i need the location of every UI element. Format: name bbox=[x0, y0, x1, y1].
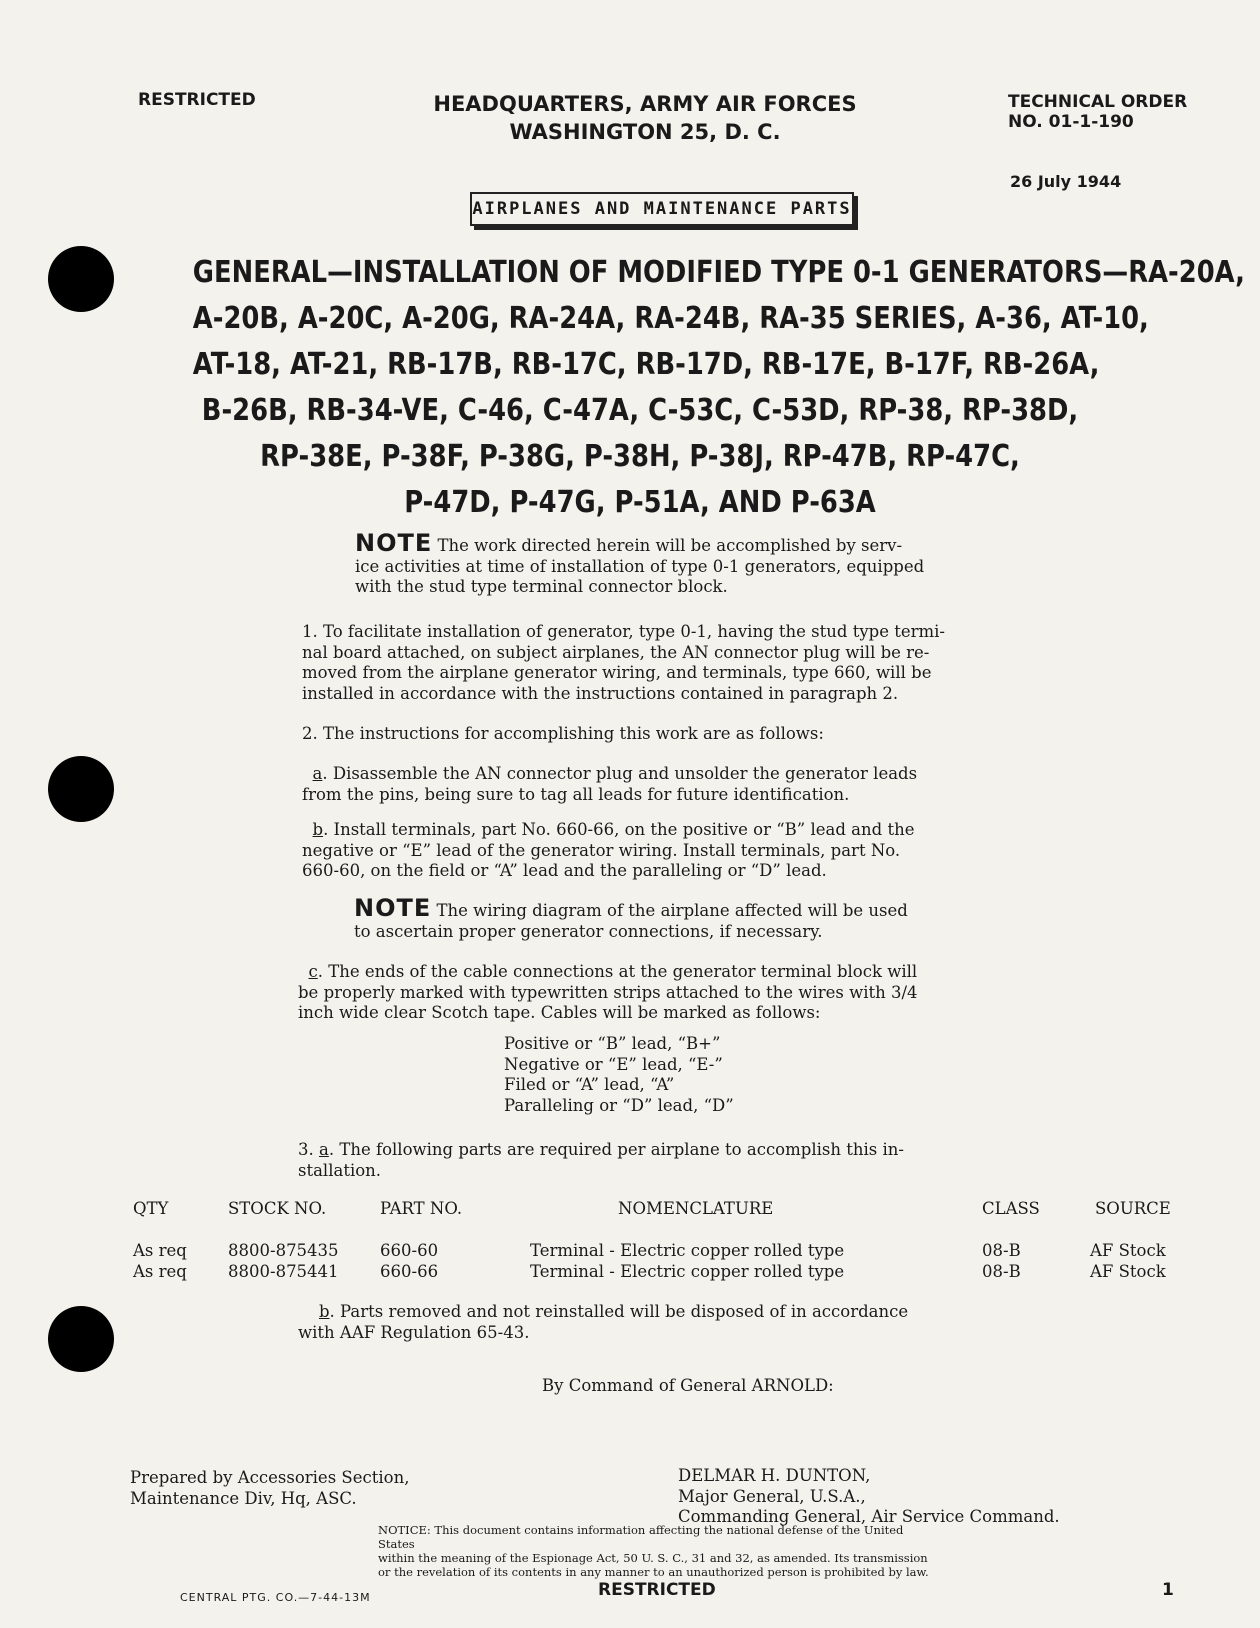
table-cell: 660-60 bbox=[380, 1241, 439, 1260]
restricted-label-top: RESTRICTED bbox=[138, 90, 256, 110]
paragraph-1 bbox=[302, 622, 1022, 704]
paragraph-line: 660-60, on the field or “A” lead and the paralleling or “D” lead. bbox=[302, 861, 827, 880]
hq-line-2: WASHINGTON 25, D. C. bbox=[509, 120, 781, 144]
hq-line-1: HEADQUARTERS, ARMY AIR FORCES bbox=[433, 92, 857, 116]
list-item: Positive or “B” lead, “B+” bbox=[504, 1034, 721, 1053]
notice-line: NOTICE: This document contains information affecting the national defense of the United States bbox=[378, 1523, 904, 1551]
subparagraph-letter: a bbox=[319, 1140, 329, 1159]
title-line: AT-18, AT-21, RB-17B, RB-17C, RB-17D, RB-17E, B-17F, RB-26A, bbox=[192, 347, 1100, 382]
title-line: B-26B, RB-34-VE, C-46, C-47A, C-53C, C-53D, RP-38, RP-38D, bbox=[201, 393, 1079, 428]
restricted-label-bottom: RESTRICTED bbox=[598, 1580, 716, 1600]
paragraph-line: negative or “E” lead of the generator wiring. Install terminals, part No. bbox=[302, 840, 901, 860]
cable-markings-list bbox=[504, 1034, 734, 1116]
title-line: P-47D, P-47G, P-51A, AND P-63A bbox=[404, 485, 876, 520]
table-header-source: SOURCE bbox=[1095, 1199, 1171, 1218]
note-block-1 bbox=[355, 529, 975, 598]
list-item: Filed or “A” lead, “A” bbox=[504, 1075, 675, 1094]
note-text: to ascertain proper generator connections, if necessary. bbox=[354, 921, 823, 941]
paragraph-line: inch wide clear Scotch tape. Cables will be marked as follows: bbox=[298, 1003, 821, 1022]
binder-hole-bottom bbox=[48, 1306, 114, 1372]
paragraph-line: be properly marked with typewritten strips attached to the wires with 3/4 bbox=[298, 982, 918, 1002]
prepared-by-line: Prepared by Accessories Section, bbox=[130, 1468, 410, 1487]
note-text: with the stud type terminal connector block. bbox=[355, 577, 728, 596]
list-item: Paralleling or “D” lead, “D” bbox=[504, 1095, 734, 1115]
subparagraph-letter: b bbox=[312, 820, 324, 839]
table-header-nomenclature: NOMENCLATURE bbox=[618, 1199, 774, 1218]
note-text: The wiring diagram of the airplane affected will be used bbox=[436, 901, 908, 920]
table-cell: Terminal - Electric copper rolled type bbox=[530, 1241, 845, 1260]
paragraph-line: nal board attached, on subject airplanes, the AN connector plug will be re- bbox=[302, 642, 930, 662]
table-header-part-no: PART NO. bbox=[380, 1199, 463, 1218]
table-header-class: CLASS bbox=[982, 1199, 1040, 1218]
binder-hole-top bbox=[48, 246, 114, 312]
table-cell: 660-66 bbox=[380, 1262, 439, 1281]
paragraph-3a bbox=[298, 1140, 1023, 1181]
notice-line: or the revelation of its contents in any manner to an unauthorized person is prohibited by law. bbox=[378, 1565, 929, 1579]
paragraph-line: stallation. bbox=[298, 1160, 382, 1180]
paragraph-number: 3. bbox=[298, 1140, 319, 1159]
signature-name: DELMAR H. DUNTON, bbox=[678, 1466, 871, 1485]
paragraph-2b bbox=[302, 820, 1022, 882]
command-line: By Command of General ARNOLD: bbox=[542, 1376, 834, 1395]
table-cell: 8800-875435 bbox=[228, 1241, 339, 1260]
paragraph-line: 1. To facilitate installation of generator, type 0-1, having the stud type termi- bbox=[302, 622, 946, 641]
paragraph-3b bbox=[298, 1302, 1023, 1343]
note-label: NOTE bbox=[354, 894, 432, 922]
paragraph-line: . Disassemble the AN connector plug and unsolder the generator leads bbox=[322, 764, 918, 783]
paragraph-line: installed in accordance with the instructions contained in paragraph 2. bbox=[302, 683, 899, 703]
signature-rank: Major General, U.S.A., bbox=[678, 1486, 866, 1506]
subparagraph-letter: c bbox=[308, 962, 318, 981]
prepared-by-block bbox=[130, 1468, 409, 1509]
title-line: GENERAL—INSTALLATION OF MODIFIED TYPE 0-1 GENERATORS—RA-20A, bbox=[192, 255, 1245, 290]
subparagraph-letter: a bbox=[312, 764, 323, 783]
signature-title: Commanding General, Air Service Command. bbox=[678, 1507, 1060, 1526]
technical-order-block bbox=[1008, 92, 1187, 132]
paragraph-line: . Parts removed and not reinstalled will be disposed of in accordance bbox=[329, 1302, 909, 1321]
category-banner: AIRPLANES AND MAINTENANCE PARTS bbox=[470, 192, 854, 226]
table-cell: As req bbox=[133, 1262, 187, 1281]
paragraph-line: . The ends of the cable connections at the generator terminal block will bbox=[317, 962, 918, 981]
note-text: The work directed herein will be accomplished by serv- bbox=[437, 536, 903, 555]
list-item: Negative or “E” lead, “E-” bbox=[504, 1054, 723, 1074]
paragraph-2: 2. The instructions for accomplishing this work are as follows: bbox=[302, 724, 824, 743]
paragraph-line: moved from the airplane generator wiring, and terminals, type 660, will be bbox=[302, 663, 932, 682]
paragraph-2a bbox=[302, 764, 1022, 805]
signature-block bbox=[678, 1466, 1060, 1528]
table-header-stock-no: STOCK NO. bbox=[228, 1199, 327, 1218]
headquarters-block bbox=[400, 90, 890, 146]
table-cell: 08-B bbox=[982, 1262, 1021, 1281]
page-number: 1 bbox=[1162, 1580, 1174, 1600]
printer-imprint: CENTRAL PTG. CO.—7-44-13M bbox=[180, 1591, 371, 1604]
table-cell: 08-B bbox=[982, 1241, 1021, 1260]
table-cell: AF Stock bbox=[1090, 1262, 1166, 1281]
order-date: 26 July 1944 bbox=[1010, 172, 1122, 191]
paragraph-line: . Install terminals, part No. 660-66, on the positive or “B” lead and the bbox=[323, 820, 915, 839]
table-cell: Terminal - Electric copper rolled type bbox=[530, 1262, 845, 1281]
technical-order-label: TECHNICAL ORDER bbox=[1008, 92, 1188, 112]
paragraph-line: with AAF Regulation 65-43. bbox=[298, 1322, 530, 1342]
subparagraph-letter: b bbox=[318, 1302, 330, 1321]
table-header-qty: QTY bbox=[133, 1199, 169, 1218]
parts-table bbox=[0, 1198, 1260, 1281]
binder-hole-middle bbox=[48, 756, 114, 822]
technical-order-number: NO. 01-1-190 bbox=[1008, 112, 1134, 132]
prepared-by-line: Maintenance Div, Hq, ASC. bbox=[130, 1488, 357, 1508]
table-cell: AF Stock bbox=[1090, 1241, 1166, 1260]
title-line: RP-38E, P-38F, P-38G, P-38H, P-38J, RP-47B, RP-47C, bbox=[260, 439, 1020, 474]
title-line: A-20B, A-20C, A-20G, RA-24A, RA-24B, RA-35 SERIES, A-36, AT-10, bbox=[192, 301, 1149, 336]
table-cell: As req bbox=[133, 1241, 187, 1260]
note-label: NOTE bbox=[355, 529, 433, 557]
note-text: ice activities at time of installation of type 0-1 generators, equipped bbox=[355, 556, 925, 576]
paragraph-2c bbox=[298, 962, 1023, 1024]
espionage-notice bbox=[378, 1523, 938, 1579]
document-title bbox=[192, 250, 1245, 526]
table-cell: 8800-875441 bbox=[228, 1262, 339, 1281]
note-block-2 bbox=[354, 894, 994, 942]
notice-line: within the meaning of the Espionage Act, 50 U. S. C., 31 and 32, as amended. Its transmission bbox=[378, 1551, 928, 1565]
paragraph-line: from the pins, being sure to tag all leads for future identification. bbox=[302, 784, 850, 804]
paragraph-line: . The following parts are required per airplane to accomplish this in- bbox=[328, 1140, 904, 1159]
